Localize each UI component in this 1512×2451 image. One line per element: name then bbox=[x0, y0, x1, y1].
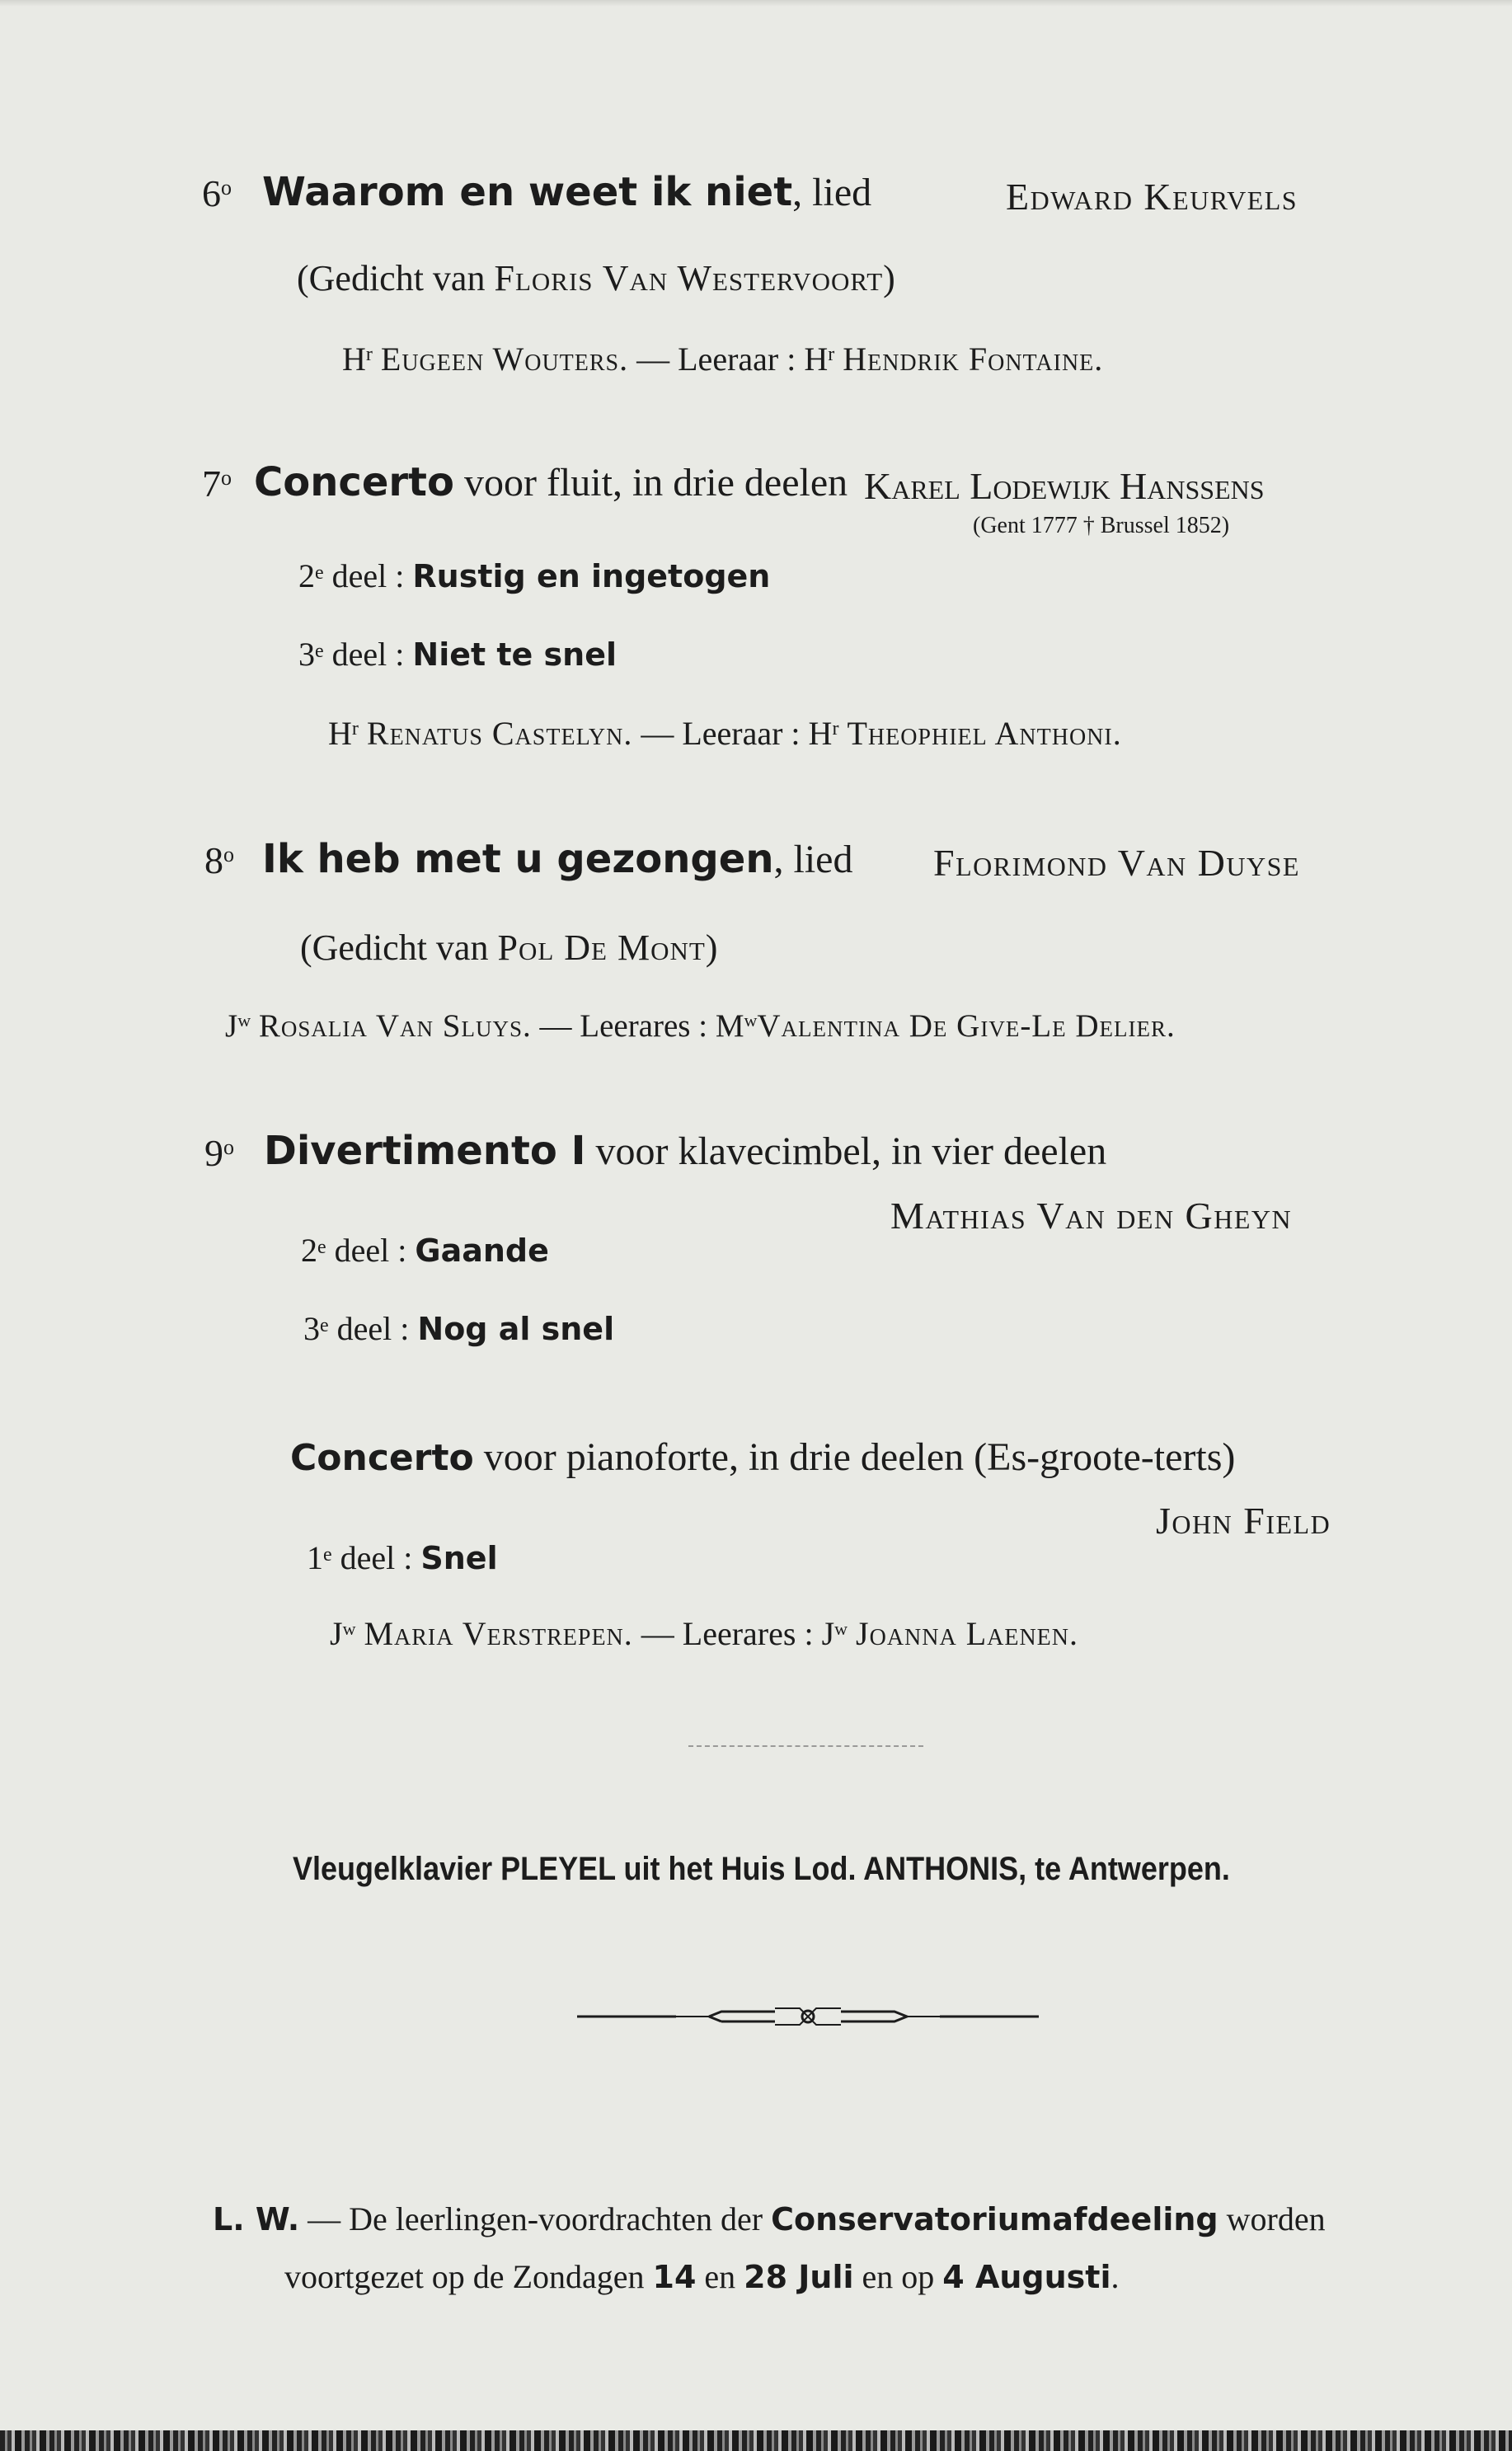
page-top-edge bbox=[0, 0, 1512, 7]
item-6-number: 6$^o$ bbox=[202, 172, 232, 214]
item-7-movement-1: 2e deel : Rustig en ingetogen bbox=[298, 557, 771, 594]
footnote-line-2: voortgezet op de Zondagen 14 en 28 Juli en op 4 Augusti. bbox=[284, 2258, 1120, 2295]
item-7-composer-dates: (Gent 1777 † Brussel 1852) bbox=[973, 513, 1230, 538]
item-6-composer: Edward Keurvels bbox=[1006, 176, 1298, 218]
item-8-composer: Florimond Van Duyse bbox=[933, 842, 1300, 884]
item-6-title: Waarom en weet ik niet bbox=[262, 169, 793, 215]
footnote-label: L. W. bbox=[213, 2201, 300, 2237]
footnote-line-1: L. W. — De leerlingen-voordrachten der Conservatoriumafdeeling worden bbox=[213, 2200, 1326, 2237]
item-9-title-line bbox=[264, 1128, 1106, 1174]
item-7-teacher: Theophiel Anthoni. bbox=[847, 715, 1122, 752]
item-8-kind: , lied bbox=[773, 838, 853, 881]
concerto-field-performer-line: $J^w$ Maria Verstrepen. — Leerares : $J^w$ Joanna Laenen. bbox=[330, 1615, 1079, 1652]
item-9-movement-2: 3e deel : Nog al snel bbox=[303, 1310, 615, 1347]
concerto-field-composer: John Field bbox=[1156, 1500, 1331, 1542]
item-7-performer-line: $H^r$ Renatus Castelyn. — Leeraar : $H^r$ Theophiel Anthoni. bbox=[328, 715, 1122, 752]
item-6-title-line bbox=[262, 169, 871, 215]
concerto-field-title: Concerto bbox=[290, 1437, 474, 1479]
page-bottom-edge bbox=[0, 2430, 1512, 2451]
item-8-performer: Rosalia Van Sluys. bbox=[258, 1008, 532, 1044]
item-9-number: 9$^o$ bbox=[204, 1132, 234, 1174]
item-6-performer: Eugeen Wouters. bbox=[380, 340, 629, 378]
item-6-poem: (Gedicht van Floris Van Westervoort) bbox=[297, 258, 896, 298]
item-8-teacher: Valentina De Give-Le Delier. bbox=[757, 1008, 1176, 1044]
item-9-composer: Mathias Van den Gheyn bbox=[890, 1195, 1293, 1237]
concerto-field-movement-1: 1e deel : Snel bbox=[307, 1539, 498, 1576]
item-9-desc: voor klavecimbel, in vier deelen bbox=[595, 1129, 1107, 1173]
item-7-number: 7$^o$ bbox=[202, 462, 232, 505]
concerto-field-title-line bbox=[290, 1434, 1235, 1480]
concerto-field-performer: Maria Verstrepen. bbox=[364, 1615, 633, 1652]
concerto-field-desc: voor pianoforte, in drie deelen (Es-groote-terts) bbox=[483, 1435, 1236, 1479]
item-8-title: Ik heb met u gezongen bbox=[262, 836, 774, 882]
item-7-title-line bbox=[254, 459, 848, 505]
ornament-divider bbox=[577, 2002, 1039, 2031]
item-7-movement-2: 3e deel : Niet te snel bbox=[298, 636, 617, 673]
item-7-composer: Karel Lodewijk Hanssens bbox=[864, 465, 1265, 507]
item-6-teacher: Hendrik Fontaine. bbox=[843, 340, 1104, 378]
item-9-title: Divertimento I bbox=[264, 1128, 586, 1174]
item-9-movement-1: 2e deel : Gaande bbox=[301, 1232, 549, 1269]
section-divider bbox=[688, 1745, 923, 1747]
item-6-kind: , lied bbox=[792, 171, 872, 214]
concerto-field-teacher: Joanna Laenen. bbox=[856, 1615, 1079, 1652]
item-7-performer: Renatus Castelyn. bbox=[366, 715, 633, 752]
item-7-desc: voor fluit, in drie deelen bbox=[463, 461, 848, 505]
piano-notice: Vleugelklavier PLEYEL uit het Huis Lod. ANTHONIS, te Antwerpen. bbox=[293, 1851, 1230, 1887]
item-8-performer-line: $J^w$ Rosalia Van Sluys. — Leerares : $M^wValentina$ De Give-Le Delier. bbox=[225, 1008, 1176, 1044]
item-8-number: 8$^o$ bbox=[204, 839, 234, 881]
item-7-title: Concerto bbox=[254, 459, 454, 505]
item-8-poem: (Gedicht van Pol De Mont) bbox=[300, 927, 719, 968]
item-8-title-line bbox=[262, 836, 852, 882]
item-6-performer-line: $H^r$ Eugeen Wouters. — Leeraar : $H^r$ Hendrik Fontaine. bbox=[342, 340, 1104, 378]
